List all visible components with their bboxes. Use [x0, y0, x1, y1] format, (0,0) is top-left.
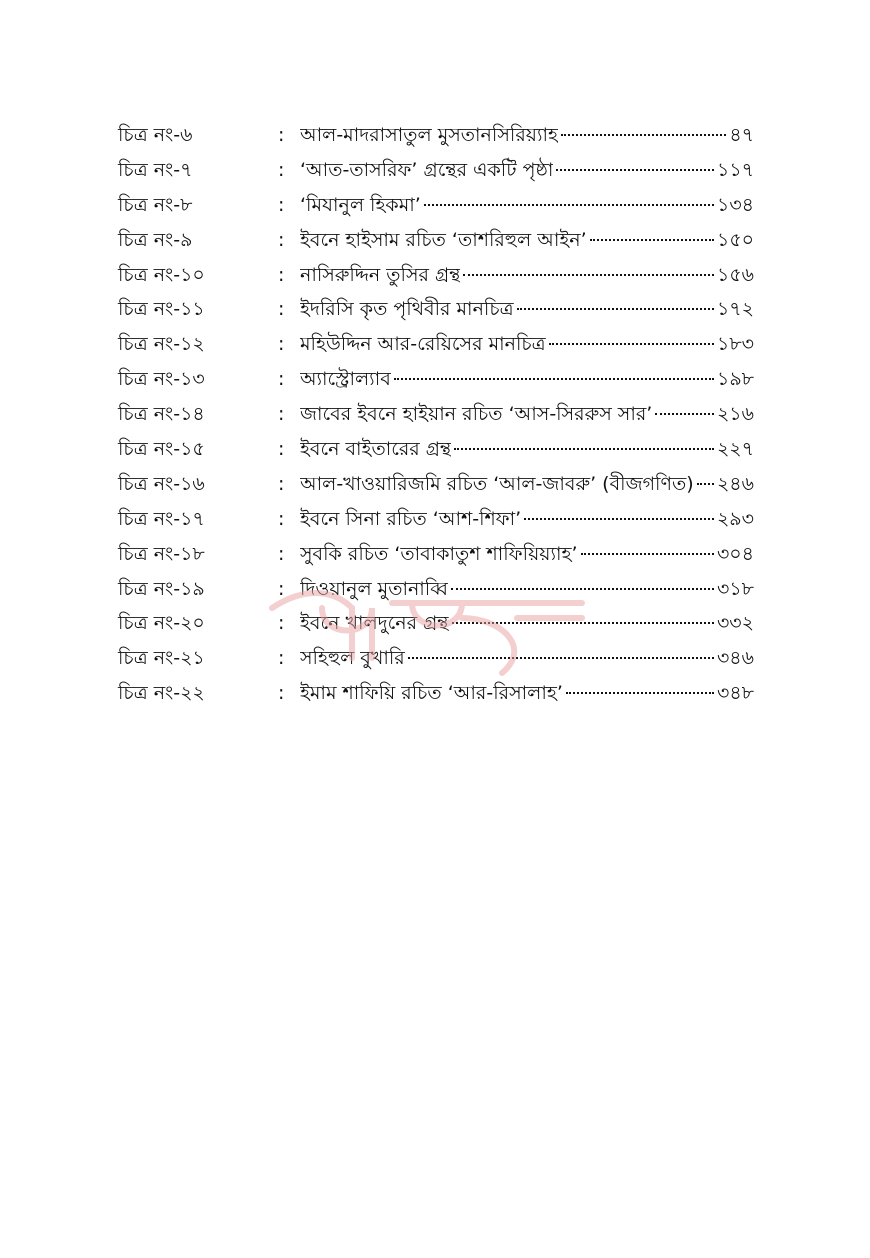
figure-title: ইবনে বাইতারের গ্রন্থ — [300, 438, 452, 461]
figure-label: চিত্র নং-২০ — [118, 612, 205, 635]
separator-colon: : — [278, 333, 285, 356]
figure-label: চিত্র নং-১৩ — [118, 368, 205, 391]
page-number: ২৪৬ — [716, 472, 754, 495]
separator-colon: : — [278, 368, 285, 391]
figure-entry — [118, 188, 754, 223]
figure-label: চিত্র নং-২২ — [118, 682, 205, 705]
figure-title: সহিহুল বুখারি — [300, 647, 405, 670]
separator-colon: : — [278, 542, 285, 565]
figure-title: ইমাম শাফিয়ি রচিত ‘আর-রিসালাহ’ — [300, 682, 563, 705]
dot-leader — [566, 692, 714, 694]
figure-title: অ্যাস্ট্রোল্যাব — [300, 368, 391, 391]
separator-colon: : — [278, 647, 285, 670]
figure-entry — [118, 467, 754, 502]
separator-colon: : — [278, 158, 285, 181]
figure-label: চিত্র নং-১৯ — [118, 577, 205, 600]
figure-label: চিত্র নং-১৮ — [118, 542, 205, 565]
figure-entry — [118, 432, 754, 467]
separator-colon: : — [278, 193, 285, 216]
page-number: ২২৭ — [716, 438, 754, 461]
figure-title: আল-খাওয়ারিজমি রচিত ‘আল-জাবরু’ (বীজগণিত) — [300, 472, 694, 495]
separator-colon: : — [278, 507, 285, 530]
figure-label: চিত্র নং-১৭ — [118, 507, 205, 530]
figure-title: ইদরিসি কৃত পৃথিবীর মানচিত্র — [300, 298, 514, 321]
dot-leader — [424, 204, 714, 206]
figure-label: চিত্র নং-৬ — [118, 124, 193, 146]
figure-title: আল-মাদরাসাতুল মুসতানসিরিয়্যাহ — [300, 124, 558, 146]
dot-leader — [517, 308, 714, 310]
figure-title: ইবনে সিনা রচিত ‘আশ-শিফা’ — [300, 507, 522, 530]
dot-leader — [408, 657, 714, 659]
figure-label: চিত্র নং-৮ — [118, 193, 193, 216]
dot-leader — [549, 343, 714, 345]
page-number: ১৫০ — [716, 228, 754, 251]
figure-entry — [118, 292, 754, 327]
figure-title: নাসিরুদ্দিন তুসির গ্রন্থ — [300, 263, 461, 286]
page-number: ৩০৪ — [716, 542, 754, 565]
figure-label: চিত্র নং-১৫ — [118, 438, 205, 461]
separator-colon: : — [278, 682, 285, 705]
page-number: ১৮৩ — [716, 333, 754, 356]
dot-leader — [590, 239, 714, 241]
figure-list — [118, 118, 754, 711]
figure-label: চিত্র নং-১৪ — [118, 403, 205, 426]
dot-leader — [463, 274, 714, 276]
page-number: ১১৭ — [716, 158, 754, 181]
dot-leader — [452, 622, 714, 624]
dot-leader — [697, 483, 714, 485]
figure-label: চিত্র নং-১০ — [118, 263, 205, 286]
figure-title: জাবের ইবনে হাইয়ান রচিত ‘আস-সিররুস সার’ — [300, 403, 653, 426]
dot-leader — [394, 378, 714, 380]
dot-leader — [561, 134, 726, 136]
figure-title: দিওয়ানুল মুতানাব্বি — [300, 577, 448, 600]
figure-label: চিত্র নং-১১ — [118, 298, 205, 321]
page-number: ১৩৪ — [716, 193, 754, 216]
separator-colon: : — [278, 612, 285, 635]
figure-label: চিত্র নং-৯ — [118, 228, 193, 251]
separator-colon: : — [278, 298, 285, 321]
page-number: ১৭২ — [716, 298, 754, 321]
page-number: ৩১৮ — [716, 577, 754, 600]
dot-leader — [655, 413, 714, 415]
page-number: ১৯৮ — [717, 368, 754, 391]
dot-leader — [524, 518, 714, 520]
separator-colon: : — [278, 577, 285, 600]
figure-entry — [118, 153, 754, 188]
page-number: ২১৬ — [716, 403, 754, 426]
figure-label: চিত্র নং-১২ — [118, 333, 205, 356]
dot-leader — [556, 169, 714, 171]
figure-entry — [118, 362, 754, 397]
page-number: ৩৩২ — [716, 612, 754, 635]
figure-title: ‘আত-তাসরিফ’ গ্রন্থের একটি পৃষ্ঠা — [300, 158, 554, 181]
figure-entry — [118, 502, 754, 537]
figure-entry — [118, 118, 754, 153]
figure-label: চিত্র নং-২১ — [118, 647, 205, 670]
figure-entry — [118, 258, 754, 293]
figure-entry — [118, 676, 754, 711]
figure-title: ইবনে খালদুনের গ্রন্থ — [300, 612, 449, 635]
page-number: ৩৪৮ — [716, 682, 754, 705]
separator-colon: : — [278, 124, 285, 146]
separator-colon: : — [278, 263, 285, 286]
page-number: ২৯৩ — [716, 507, 754, 530]
dot-leader — [581, 553, 714, 555]
separator-colon: : — [278, 438, 285, 461]
figure-entry — [118, 641, 754, 676]
figure-title: ইবনে হাইসাম রচিত ‘তাশরিহুল আইন’ — [300, 228, 587, 251]
dot-leader — [454, 448, 714, 450]
figure-entry — [118, 223, 754, 258]
figure-entry — [118, 537, 754, 572]
figure-entry — [118, 397, 754, 432]
figure-title: সুবকি রচিত ‘তাবাকাতুশ শাফিয়িয়্যাহ’ — [300, 542, 578, 565]
figure-entry — [118, 327, 754, 362]
dot-leader — [451, 588, 714, 590]
separator-colon: : — [278, 228, 285, 251]
page-number: ৩৪৬ — [716, 647, 754, 670]
figure-label: চিত্র নং-১৬ — [118, 472, 205, 495]
separator-colon: : — [278, 403, 285, 426]
page-number: ১৫৬ — [716, 263, 754, 286]
figure-entry — [118, 606, 754, 641]
figure-entry — [118, 572, 754, 607]
separator-colon: : — [278, 472, 285, 495]
page-number: ৪৭ — [729, 124, 754, 146]
figure-title: মহিউদ্দিন আর-রেয়িসের মানচিত্র — [300, 333, 546, 356]
figure-label: চিত্র নং-৭ — [118, 158, 193, 181]
figure-title: ‘মিযানুল হিকমা’ — [300, 193, 421, 216]
